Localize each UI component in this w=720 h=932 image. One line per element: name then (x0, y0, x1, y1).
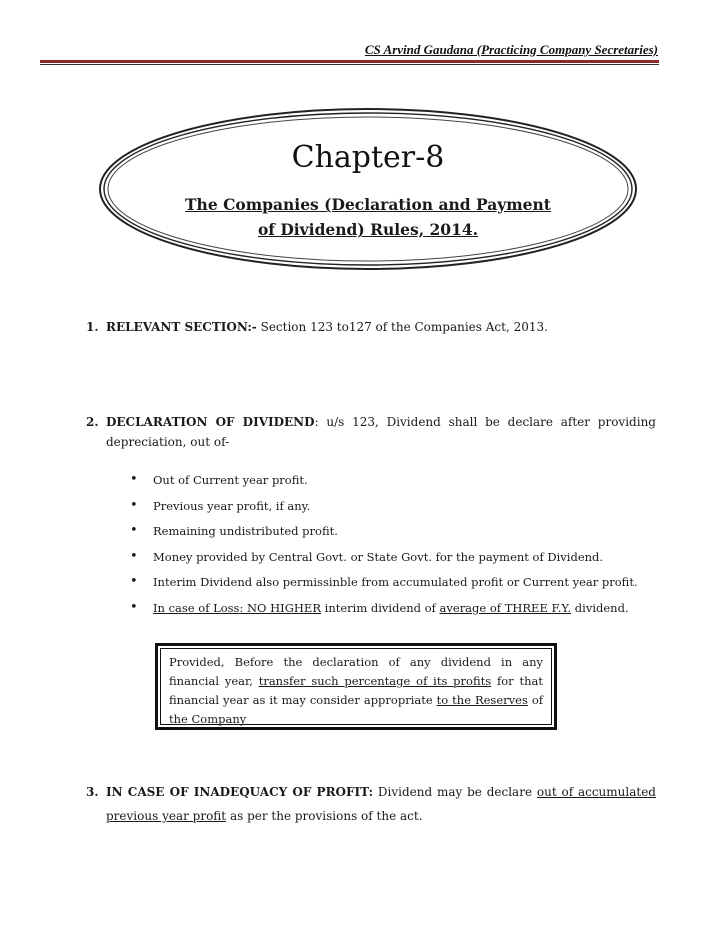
list-item: • Interim Dividend also permissinble from accumulated profit or Current year profit. (130, 572, 638, 598)
proviso-box (155, 643, 557, 730)
rules-title-line2: of Dividend) Rules, 2014. (257, 220, 479, 239)
section-heading: RELEVANT SECTION:- (106, 320, 257, 334)
section-text-tail: as per the provisions of the act. (226, 809, 423, 823)
dividend-sources-list (130, 470, 638, 624)
section-text-underlined: out of accumulated previous year profit (106, 785, 656, 823)
rules-title-line1: The Companies (Declaration and Payment (185, 195, 551, 214)
chapter-title: Chapter-8 (291, 140, 445, 175)
section-text: Dividend may be declare (373, 785, 537, 799)
section-heading: IN CASE OF INADEQUACY OF PROFIT: (106, 785, 374, 799)
list-item: • Out of Current year profit. (130, 470, 638, 496)
proviso-text: Provided, Before the declaration of any dividend in any financial year, transfer such percentage of its profits for that financial year as it may consider appropriate to the Reserves of the Company (169, 655, 543, 726)
section-heading: DECLARATION OF DIVIDEND (106, 415, 315, 429)
bullet-icon: • (130, 548, 138, 564)
section-3 (86, 780, 656, 828)
section-text: : u/s 123, Dividend shall be declare after providing depreciation, out of- (106, 415, 656, 449)
rules-title (168, 192, 568, 242)
bullet-icon: • (130, 523, 138, 539)
list-item: • Previous year profit, if any. (130, 496, 638, 522)
section-1 (86, 317, 656, 337)
section-number: 2. (86, 415, 99, 429)
bullet-icon: • (130, 472, 138, 487)
bullet-icon: • (130, 599, 138, 615)
section-number: 1. (86, 320, 99, 334)
bullet-icon: • (130, 574, 138, 590)
list-item-loss: • In case of Loss: NO HIGHER interim dividend of average of THREE F.Y. dividend. (130, 598, 638, 624)
list-item: • Remaining undistributed profit. (130, 521, 638, 547)
list-item: • Money provided by Central Govt. or State Govt. for the payment of Dividend. (130, 547, 638, 573)
section-2 (86, 412, 656, 452)
page-header: CS Arvind Gaudana (Practicing Company Secretaries) (364, 42, 658, 57)
bullet-icon: • (130, 497, 138, 513)
section-number: 3. (86, 785, 99, 799)
section-text: Section 123 to127 of the Companies Act, 2013. (256, 320, 548, 334)
